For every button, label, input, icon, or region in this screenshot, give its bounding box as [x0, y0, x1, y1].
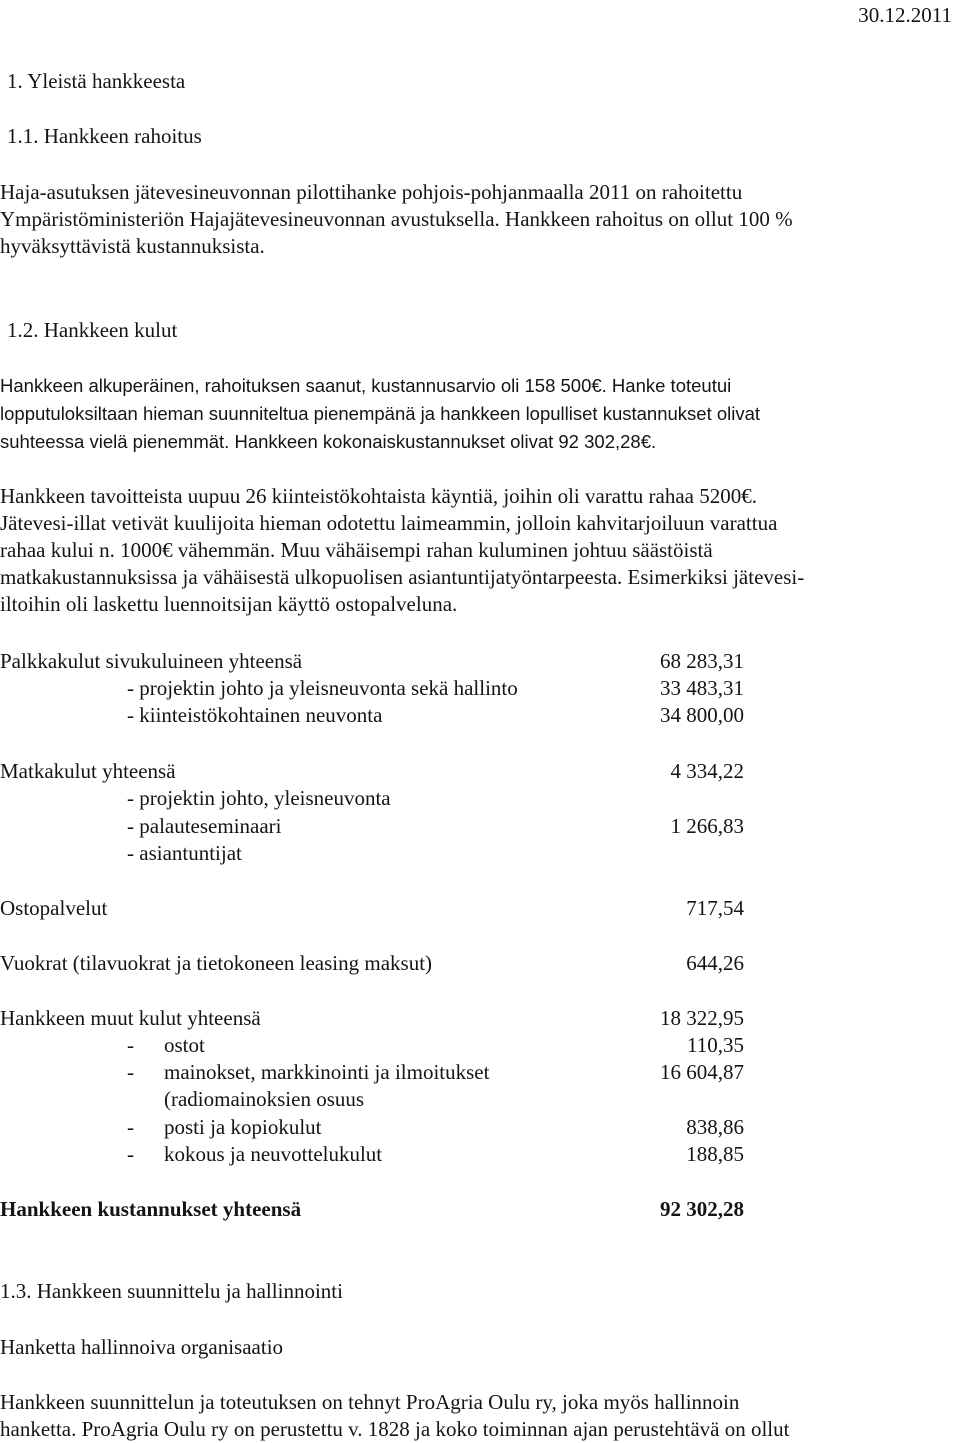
- cost-value: 34 800,00: [660, 703, 744, 727]
- cost-value: 4 334,22: [670, 759, 744, 783]
- paragraph-line: matkakustannuksissa ja vähäisestä ulkopuolisen asiantuntijatyöntarpeesta. Esimerkiksi jätevesi-: [0, 565, 805, 589]
- cost-sublabel: ostot: [164, 1033, 205, 1057]
- cost-sublabel: - projektin johto, yleisneuvonta: [127, 786, 391, 810]
- cost-label: Matkakulut yhteensä: [0, 759, 176, 783]
- cost-value: 16 604,87: [660, 1060, 744, 1084]
- cost-value: 1 266,83: [670, 814, 744, 838]
- cost-sublabel: - asiantuntijat: [127, 841, 242, 865]
- cost-value: 33 483,31: [660, 676, 744, 700]
- document-date: 30.12.2011: [858, 3, 952, 27]
- paragraph-line: lopputuloksiltaan hieman suunniteltua pienempänä ja hankkeen lopulliset kustannukset olivat: [0, 403, 761, 424]
- list-dash: -: [127, 1060, 134, 1084]
- paragraph-line: Jätevesi-illat vetivät kuulijoita hieman odotettu laimeammin, jolloin kahvitarjoiluun varattua: [0, 511, 778, 535]
- cost-sublabel: mainokset, markkinointi ja ilmoitukset: [164, 1060, 490, 1084]
- cost-label: Palkkakulut sivukuluineen yhteensä: [0, 649, 303, 673]
- paragraph-line: Hankkeen tavoitteista uupuu 26 kiinteistökohtaista käyntiä, joihin oli varattu rahaa 5200€.: [0, 484, 757, 508]
- paragraph-line: hyväksyttävistä kustannuksista.: [0, 234, 265, 258]
- paragraph-line: Hankkeen suunnittelun ja toteutuksen on tehnyt ProAgria Oulu ry, joka myös hallinnoin: [0, 1390, 740, 1414]
- cost-label: Ostopalvelut: [0, 896, 108, 920]
- section-heading: 1. Yleistä hankkeesta: [7, 69, 186, 93]
- subsection-heading: 1.1. Hankkeen rahoitus: [7, 124, 202, 148]
- paragraph-line: hanketta. ProAgria Oulu ry on perustettu v. 1828 ja koko toiminnan ajan perustehtävä on ollut: [0, 1417, 790, 1441]
- cost-sublabel: (radiomainoksien osuus: [164, 1087, 365, 1111]
- total-label: Hankkeen kustannukset yhteensä: [0, 1197, 302, 1221]
- paragraph-line: Hankkeen alkuperäinen, rahoituksen saanut, kustannusarvio oli 158 500€. Hanke toteutui: [0, 375, 732, 396]
- paragraph-line: Ympäristöministeriön Hajajätevesineuvonnan avustuksella. Hankkeen rahoitus on ollut 100 %: [0, 207, 793, 231]
- list-dash: -: [127, 1142, 134, 1166]
- subsection-heading: 1.3. Hankkeen suunnittelu ja hallinnointi: [0, 1279, 343, 1303]
- total-value: 92 302,28: [660, 1197, 744, 1221]
- cost-label: Hankkeen muut kulut yhteensä: [0, 1006, 261, 1030]
- paragraph-line: iltoihin oli laskettu luennoitsijan käyttö ostopalveluna.: [0, 592, 458, 616]
- cost-value: 68 283,31: [660, 649, 744, 673]
- cost-sublabel: posti ja kopiokulut: [164, 1115, 322, 1139]
- cost-label: Vuokrat (tilavuokrat ja tietokoneen leasing maksut): [0, 951, 433, 975]
- list-dash: -: [127, 1033, 134, 1057]
- cost-value: 188,85: [686, 1142, 744, 1166]
- subsection-heading: 1.2. Hankkeen kulut: [7, 318, 178, 342]
- cost-sublabel: - kiinteistökohtainen neuvonta: [127, 703, 383, 727]
- cost-sublabel: - projektin johto ja yleisneuvonta sekä hallinto: [127, 676, 518, 700]
- cost-sublabel: kokous ja neuvottelukulut: [164, 1142, 383, 1166]
- cost-value: 18 322,95: [660, 1006, 744, 1030]
- subheading: Hanketta hallinnoiva organisaatio: [0, 1335, 284, 1359]
- cost-value: 110,35: [687, 1033, 744, 1057]
- list-dash: -: [127, 1115, 134, 1139]
- cost-sublabel: - palauteseminaari: [127, 814, 282, 838]
- paragraph-line: Haja-asutuksen jätevesineuvonnan pilottihanke pohjois-pohjanmaalla 2011 on rahoitettu: [0, 180, 743, 204]
- paragraph-line: suhteessa vielä pienemmät. Hankkeen kokonaiskustannukset olivat 92 302,28€.: [0, 431, 657, 452]
- paragraph-line: rahaa kului n. 1000€ vähemmän. Muu vähäisempi rahan kuluminen johtuu säästöistä: [0, 538, 713, 562]
- cost-value: 838,86: [686, 1115, 744, 1139]
- cost-value: 644,26: [686, 951, 744, 975]
- cost-value: 717,54: [686, 896, 744, 920]
